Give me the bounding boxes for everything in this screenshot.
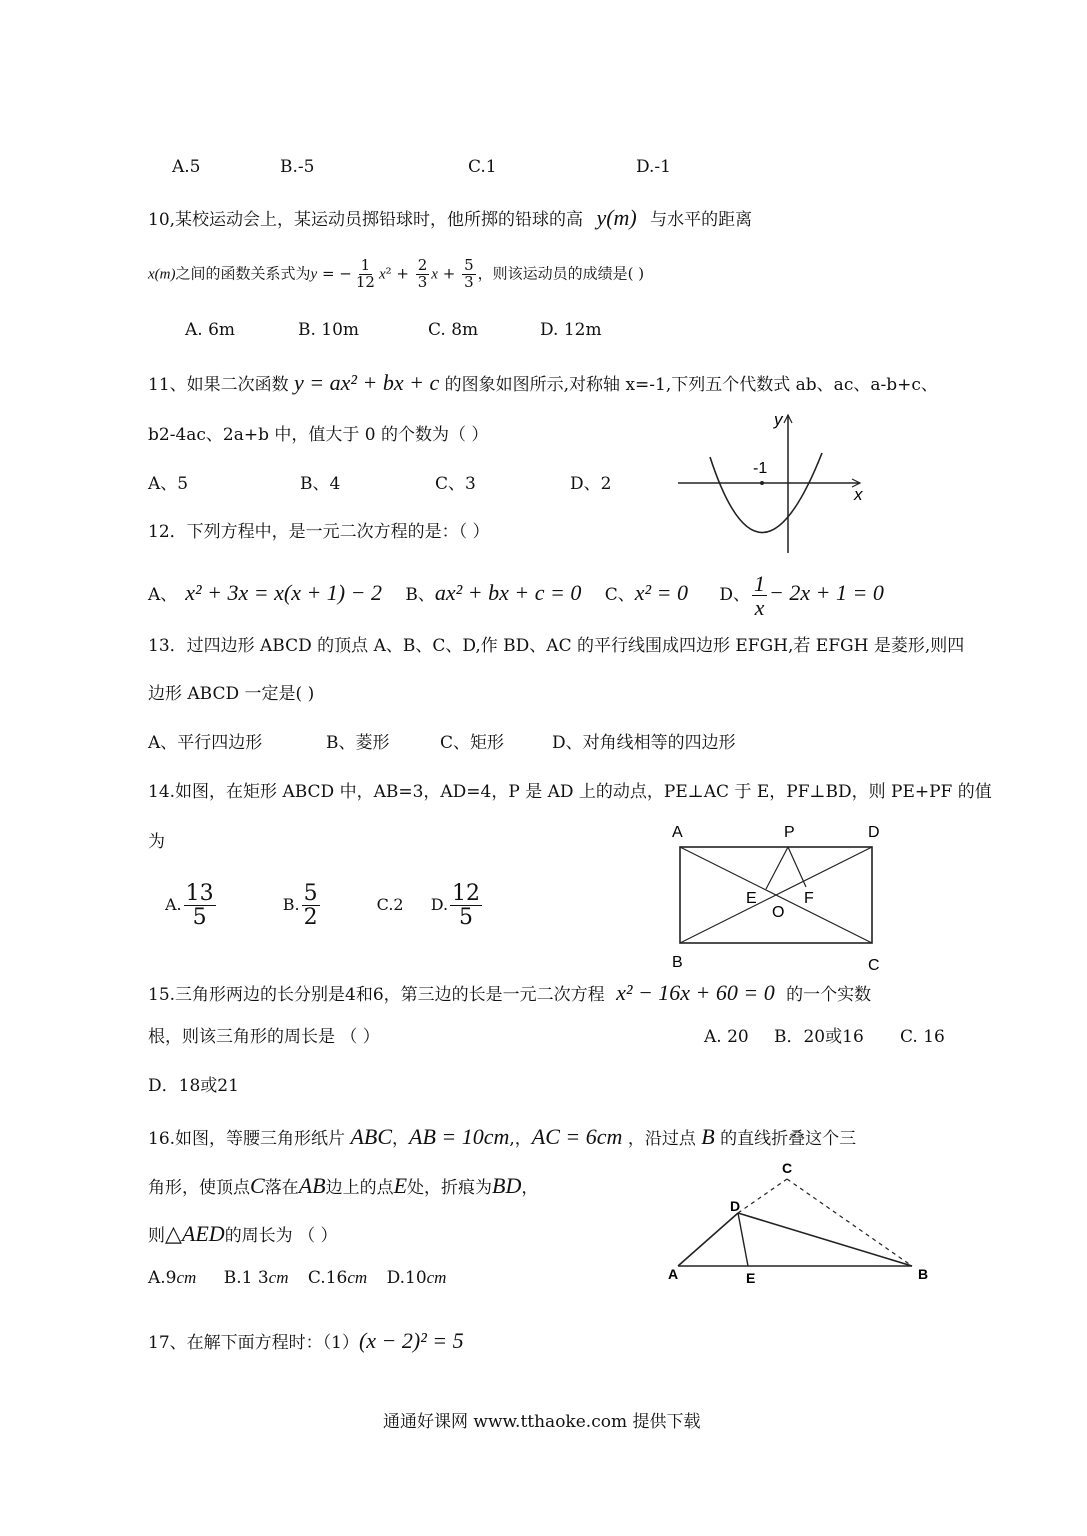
q15-option-a: A. 20: [704, 1027, 749, 1047]
q15-option-d: D．18或21: [148, 1076, 239, 1096]
q11-option-a: A、5: [148, 474, 189, 494]
q14-rectangle-figure: [660, 815, 900, 980]
q13-option-b: B、菱形: [326, 733, 390, 753]
segment-ad: [678, 1213, 738, 1266]
label-d: D: [730, 1198, 741, 1214]
q11-option-c: C、3: [435, 474, 476, 494]
q14-line2: 为: [148, 832, 165, 852]
q11-line2: b2-4ac、2a+b 中，值大于 0 的个数为（ ）: [148, 425, 489, 445]
segment-pe: [766, 847, 788, 889]
q16-fold-figure: [660, 1155, 940, 1290]
label-b: B: [918, 1266, 929, 1282]
q10-option-b: B. 10m: [298, 320, 360, 340]
q10-line2: x(m)之间的函数关系式为y = − $\frac{1}{12}$ x² + $\frac{2}{3}$ x + $\frac{5}{3}$ ，则该运动员的成绩是( ): [148, 256, 645, 291]
q12-options: A、 x² + 3x = x(x + 1) − 2 B、ax² + bx + c = 0 C、x² = 0 D、 $\frac{1}{x}$ − 2x + 1 = 0: [148, 571, 884, 621]
q16-options: A.9cm B.1 3cm C.16cm D.10cm: [148, 1268, 447, 1288]
q13-line1: 13．过四边形 ABCD 的顶点 A、B、C、D,作 BD、AC 的平行线围成四边形 EFGH,若 EFGH 是菱形,则四: [148, 636, 965, 656]
q15-option-c: C. 16: [900, 1027, 945, 1047]
segment-pf: [788, 847, 806, 887]
segment-de: [738, 1213, 748, 1266]
label-d: D: [868, 824, 880, 841]
q10-option-d: D. 12m: [540, 320, 602, 340]
label-f: F: [804, 890, 814, 907]
q13-option-c: C、矩形: [440, 733, 505, 753]
q11-option-d: D、2: [570, 474, 612, 494]
label-p: P: [784, 824, 795, 841]
q13-option-d: D、对角线相等的四边形: [552, 733, 736, 753]
q15-line1: 15.三角形两边的长分别是4和6，第三边的长是一元二次方程 x² − 16x + 60 = 0 的一个实数: [148, 980, 872, 1005]
q15-option-b: B．20或16: [774, 1027, 864, 1047]
q9-option-c: C.1: [468, 157, 497, 177]
q12-line1: 12．下列方程中，是一元二次方程的是：（ ）: [148, 522, 490, 542]
label-c: C: [868, 957, 880, 974]
q11-parabola-graph: [670, 405, 870, 555]
q13-option-a: A、平行四边形: [148, 733, 263, 753]
q9-option-d: D.-1: [636, 157, 671, 177]
label-a: A: [668, 1266, 679, 1282]
q9-option-a: A.5: [172, 157, 201, 177]
mark-label: -1: [753, 460, 768, 477]
label-b: B: [672, 954, 683, 971]
q10-option-a: A. 6m: [185, 320, 236, 340]
q9-option-b: B.-5: [280, 157, 315, 177]
axis-mark-point: [760, 481, 764, 485]
q10-line1: 10,某校运动会上，某运动员掷铅球时，他所掷的铅球的高 y(m) 与水平的距离: [148, 205, 753, 230]
label-c: C: [782, 1160, 793, 1176]
label-o: O: [772, 904, 785, 921]
label-a: A: [672, 824, 683, 841]
q14-line1: 14.如图，在矩形 ABCD 中，AB=3，AD=4，P 是 AD 上的动点，PE⊥AC 于 E，PF⊥BD，则 PE+PF 的值: [148, 782, 992, 802]
page-footer: 通通好课网 www.tthaoke.com 提供下载: [383, 1412, 701, 1432]
q11-line1: 11、如果二次函数 y = ax² + bx + c 的图象如图所示,对称轴 x=-1,下列五个代数式 ab、ac、a-b+c、: [148, 370, 938, 395]
segment-cb-dashed: [787, 1179, 912, 1266]
y-axis-label: y: [774, 410, 783, 429]
q17-line1: 17、在解下面方程时：（1）(x − 2)² = 5: [148, 1328, 464, 1353]
q11-option-b: B、4: [300, 474, 341, 494]
label-e: E: [746, 1270, 756, 1286]
q14-options: A. $\frac{13}{5}$ B. $\frac{5}{2}$ C.2 D. $\frac{12}{5}$: [165, 881, 481, 931]
q16-line2: 角形，使顶点C落在AB边上的点E处，折痕为BD，: [148, 1173, 539, 1198]
q16-line3: 则△AED的周长为 （ ）: [148, 1221, 338, 1246]
q16-line1: 16.如图，等腰三角形纸片 ABC，AB = 10cm,，AC = 6cm ，沿过点 B 的直线折叠这个三: [148, 1124, 857, 1149]
q10-option-c: C. 8m: [428, 320, 479, 340]
x-axis-label: x: [854, 485, 863, 504]
q15-line2: 根，则该三角形的周长是 （ ）: [148, 1027, 380, 1047]
label-e: E: [746, 890, 757, 907]
crease-db: [738, 1213, 912, 1266]
q13-line2: 边形 ABCD 一定是( ): [148, 684, 315, 704]
segment-dc-dashed: [738, 1179, 787, 1213]
